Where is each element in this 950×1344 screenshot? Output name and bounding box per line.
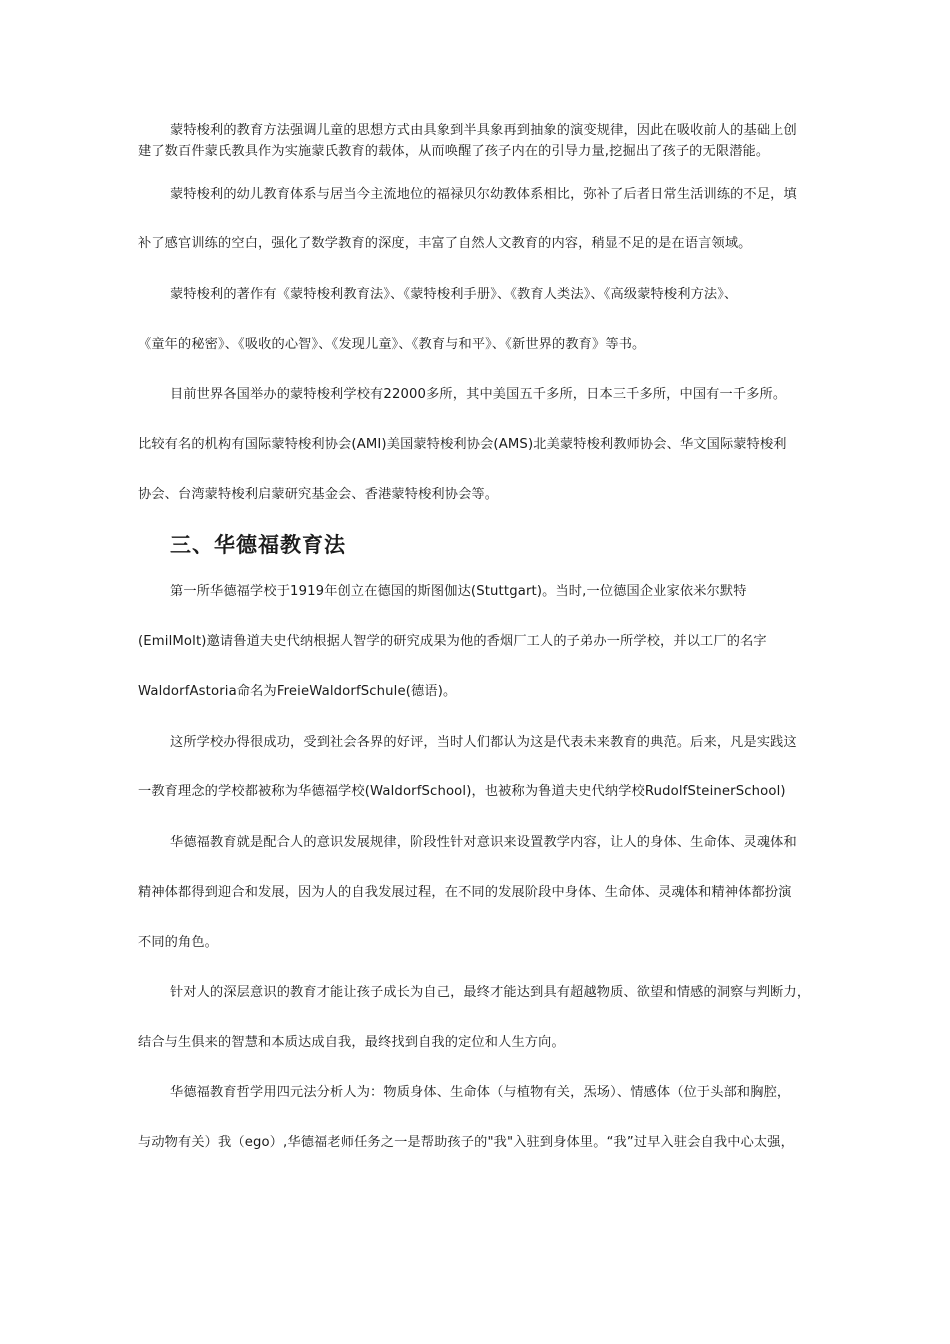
- paragraph-line: 精神体都得到迎合和发展，因为人的自我发展过程，在不同的发展阶段中身体、生命体、灵魂体和精神体都扮演: [138, 885, 792, 900]
- paragraph-line: 建了数百件蒙氏教具作为实施蒙氏教育的载体，从而唤醒了孩子内在的引导力量,挖掘出了孩子的无限潜能。: [138, 144, 770, 159]
- paragraph-line: 华德福教育哲学用四元法分析人为：物质身体、生命体（与植物有关，炁场）、情感体（位于头部和胸腔，: [170, 1085, 791, 1100]
- paragraph-line: 蒙特梭利的幼儿教育体系与居当今主流地位的福禄贝尔幼教体系相比，弥补了后者日常生活训练的不足，填: [170, 187, 797, 202]
- paragraph-line: 一教育理念的学校都被称为华德福学校(WaldorfSchool)，也被称为鲁道夫史代纳学校RudolfSteinerSchool): [138, 784, 786, 799]
- paragraph-line: 蒙特梭利的教育方法强调儿童的思想方式由具象到半具象再到抽象的演变规律，因此在吸收前人的基础上创: [170, 123, 797, 138]
- paragraph-line: (EmilMolt)邀请鲁道夫史代纳根据人智学的研究成果为他的香烟厂工人的子弟办一所学校，并以工厂的名字: [138, 634, 767, 649]
- paragraph-line: 《童年的秘密》、《吸收的心智》、《发现儿童》、《教育与和平》、《新世界的教育》等书。: [138, 337, 646, 352]
- paragraph-line: 不同的角色。: [138, 935, 219, 950]
- paragraph-line: 目前世界各国举办的蒙特梭利学校有22000多所，其中美国五千多所，日本三千多所，中国有一千多所。: [170, 387, 787, 402]
- paragraph-line: 第一所华德福学校于1919年创立在德国的斯图伽达(Stuttgart)。当时,一位德国企业家依米尔默特: [170, 584, 747, 599]
- paragraph-line: 结合与生俱来的智慧和本质达成自我，最终找到自我的定位和人生方向。: [138, 1035, 565, 1050]
- paragraph-line: 补了感官训练的空白，强化了数学教育的深度，丰富了自然人文教育的内容，稍显不足的是在语言领域。: [138, 236, 752, 251]
- paragraph-line: 与动物有关）我（ego）,华德福老师任务之一是帮助孩子的"我"入驻到身体里。“我”过早入驻会自我中心太强，: [138, 1135, 794, 1150]
- section-heading: 三、华德福教育法: [170, 533, 346, 557]
- paragraph-line: 这所学校办得很成功，受到社会各界的好评，当时人们都认为这是代表未来教育的典范。后来，凡是实践这: [170, 735, 797, 750]
- paragraph-line: 协会、台湾蒙特梭利启蒙研究基金会、香港蒙特梭利协会等。: [138, 487, 499, 502]
- paragraph-line: 华德福教育就是配合人的意识发展规律，阶段性针对意识来设置教学内容，让人的身体、生命体、灵魂体和: [170, 835, 797, 850]
- paragraph-line: WaldorfAstoria命名为FreieWaldorfSchule(德语)。: [138, 684, 457, 699]
- paragraph-line: 比较有名的机构有国际蒙特梭利协会(AMI)美国蒙特梭利协会(AMS)北美蒙特梭利教师协会、华文国际蒙特梭利: [138, 437, 787, 452]
- paragraph-line: 针对人的深层意识的教育才能让孩子成长为自己，最终才能达到具有超越物质、欲望和情感的洞察与判断力，: [170, 985, 811, 1000]
- paragraph-line: 蒙特梭利的著作有《蒙特梭利教育法》、《蒙特梭利手册》、《教育人类法》、《高级蒙特梭利方法》、: [170, 287, 738, 302]
